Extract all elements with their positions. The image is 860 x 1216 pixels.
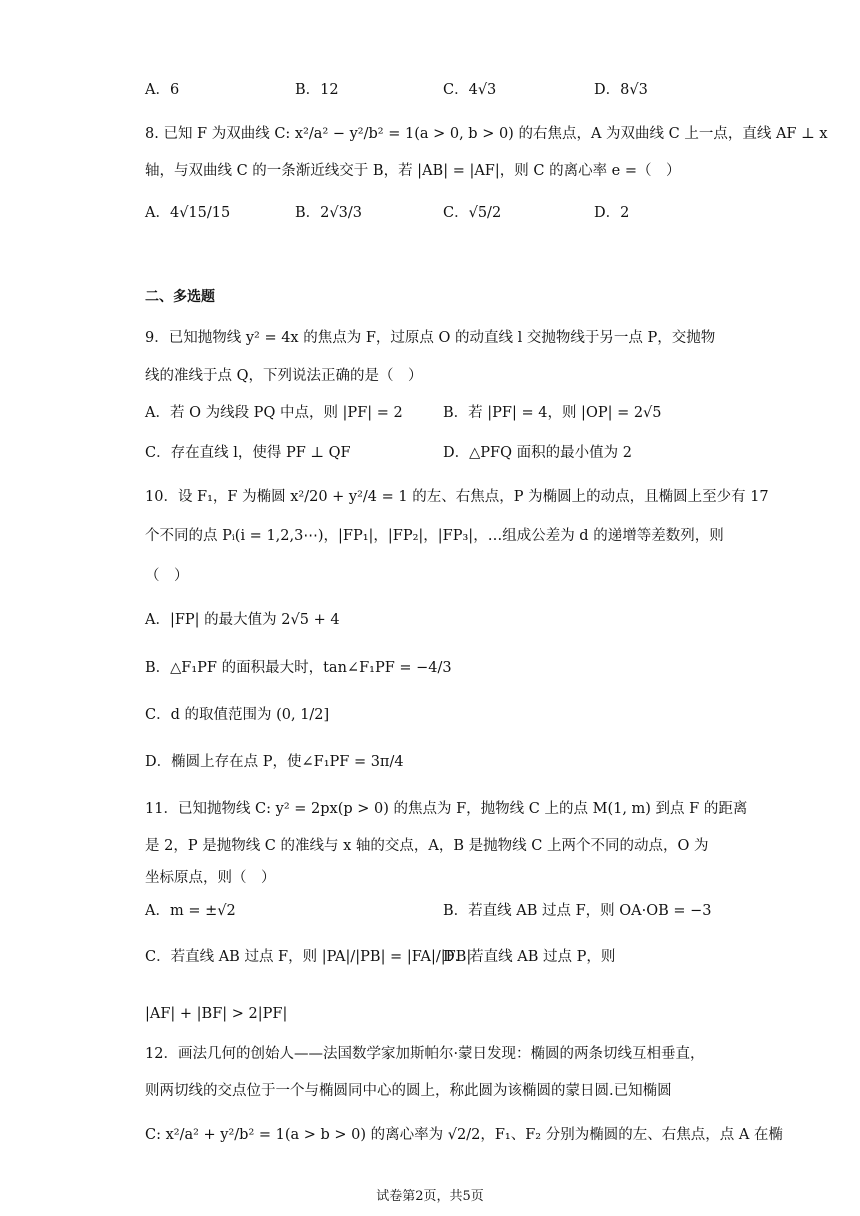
q9-option-b: B．若 |PF| = 4，则 |OP| = 2√5 <box>443 405 662 421</box>
q10-option-b: B．△F₁PF 的面积最大时，tan∠F₁PF = −4/3 <box>145 660 452 676</box>
section-heading-multi-choice: 二、多选题 <box>145 289 215 305</box>
q12-line1: 12．画法几何的创始人——法国数学家加斯帕尔·蒙日发现：椭圆的两条切线互相垂直， <box>145 1046 705 1062</box>
q11-option-a: A．m = ±√2 <box>145 903 236 919</box>
q11-option-c: C．若直线 AB 过点 F，则 |PA|/|PB| = |FA|/|FB| <box>145 949 472 965</box>
q7-option-c: C．4√3 <box>443 82 497 98</box>
q11-option-d: D．若直线 AB 过点 P，则 <box>443 949 616 965</box>
q11-line2: 是 2，P 是抛物线 C 的准线与 x 轴的交点，A，B 是抛物线 C 上两个不同的动点，O 为 <box>145 838 709 854</box>
q8-line1: 8. 已知 F 为双曲线 C: x²/a² − y²/b² = 1(a > 0, b > 0) 的右焦点，A 为双曲线 C 上一点，直线 AF ⊥ x <box>145 126 828 142</box>
q8-option-a: A．4√15/15 <box>145 205 231 221</box>
q9-line1: 9．已知抛物线 y² = 4x 的焦点为 F，过原点 O 的动直线 l 交抛物线于另一点 P，交抛物 <box>145 330 716 346</box>
q9-option-d: D．△PFQ 面积的最小值为 2 <box>443 445 632 461</box>
q8-option-b: B．2√3/3 <box>295 205 362 221</box>
q12-line2: 则两切线的交点位于一个与椭圆同中心的圆上，称此圆为该椭圆的蒙日圆.已知椭圆 <box>145 1083 672 1099</box>
q9-option-a: A．若 O 为线段 PQ 中点，则 |PF| = 2 <box>145 405 403 421</box>
q10-option-d: D．椭圆上存在点 P，使∠F₁PF = 3π/4 <box>145 754 404 770</box>
q8-option-c: C．√5/2 <box>443 205 502 221</box>
q8-line2: 轴，与双曲线 C 的一条渐近线交于 B，若 |AB| = |AF|，则 C 的离心率 e =（ ） <box>145 163 681 179</box>
q11-line3: 坐标原点，则（ ） <box>145 870 276 886</box>
q7-option-b: B．12 <box>295 82 339 98</box>
q7-option-a: A．6 <box>145 82 180 98</box>
q8-option-d: D．2 <box>594 205 630 221</box>
q12-line3: C: x²/a² + y²/b² = 1(a > b > 0) 的离心率为 √2/2，F₁、F₂ 分别为椭圆的左、右焦点，点 A 在椭 <box>145 1127 783 1143</box>
page-footer: 试卷第2页，共5页 <box>376 1189 484 1204</box>
q9-line2: 线的准线于点 Q，下列说法正确的是（ ） <box>145 368 423 384</box>
q11-line1: 11．已知抛物线 C: y² = 2px(p > 0) 的焦点为 F，抛物线 C 上的点 M(1, m) 到点 F 的距离 <box>145 801 748 817</box>
q7-option-d: D．8√3 <box>594 82 648 98</box>
q10-line2: 个不同的点 Pᵢ(i = 1,2,3⋯)，|FP₁|，|FP₂|，|FP₃|，…组成公差为 d 的递增等差数列，则 <box>145 528 724 544</box>
q10-line1: 10．设 F₁，F 为椭圆 x²/20 + y²/4 = 1 的左、右焦点，P 为椭圆上的动点，且椭圆上至少有 17 <box>145 489 769 505</box>
q9-option-c: C．存在直线 l，使得 PF ⊥ QF <box>145 445 351 461</box>
q11-option-b: B．若直线 AB 过点 F，则 OA·OB = −3 <box>443 903 712 919</box>
q10-line3: （ ） <box>145 568 189 584</box>
q10-option-c: C．d 的取值范围为 (0, 1/2] <box>145 707 330 723</box>
q11-option-d-continued: |AF| + |BF| > 2|PF| <box>145 1006 288 1022</box>
q10-option-a: A．|FP| 的最大值为 2√5 + 4 <box>145 612 340 628</box>
